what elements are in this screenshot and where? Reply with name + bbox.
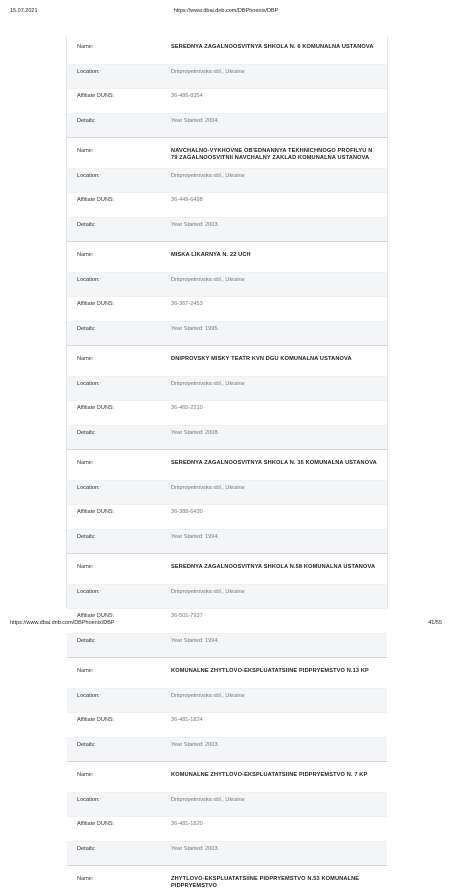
- name-row: [67, 560, 387, 585]
- location-label: Location:: [77, 692, 100, 699]
- name-row: [67, 664, 387, 689]
- name-label: Name:: [77, 772, 94, 778]
- duns-label: Affiliate DUNS:: [77, 301, 115, 307]
- affiliate-record: [67, 36, 387, 138]
- affiliate-details: Year Started: 2003.: [171, 741, 219, 748]
- name-label: Name:: [77, 356, 94, 362]
- affiliate-details: Year Started: 2003.: [171, 845, 219, 852]
- details-label: Details:: [77, 429, 96, 436]
- location-label: Location:: [77, 68, 100, 75]
- details-row: [67, 114, 387, 138]
- print-footer: [10, 620, 442, 630]
- duns-row: [67, 89, 387, 114]
- duns-label: Affiliate DUNS:: [77, 509, 115, 515]
- location-label: Location:: [77, 484, 100, 491]
- location-row: [67, 793, 387, 818]
- affiliate-duns: 36-501-7937: [171, 613, 203, 619]
- name-row: [67, 872, 387, 896]
- details-row: [67, 738, 387, 762]
- print-date: 15.07.2021: [10, 8, 38, 14]
- affiliate-location: Dnipropetrovska obl., Ukraine: [171, 692, 245, 699]
- name-row: [67, 40, 387, 65]
- duns-row: [67, 505, 387, 530]
- duns-label: Affiliate DUNS:: [77, 613, 115, 619]
- affiliate-location: Dnipropetrovska obl., Ukraine: [171, 484, 245, 491]
- affiliate-record-partial: [67, 866, 387, 896]
- duns-row: [67, 297, 387, 322]
- affiliate-record: [67, 346, 387, 450]
- name-label: Name:: [77, 44, 94, 50]
- affiliate-details: Year Started: 1994.: [171, 533, 219, 540]
- affiliate-record: [67, 138, 387, 242]
- duns-label: Affiliate DUNS:: [77, 717, 115, 723]
- affiliate-record: [67, 242, 387, 346]
- location-label: Location:: [77, 172, 100, 179]
- affiliate-location: Dnipropetrovska obl., Ukraine: [171, 588, 245, 595]
- location-row: [67, 481, 387, 506]
- affiliate-location: Dnipropetrovska obl., Ukraine: [171, 796, 245, 803]
- affiliate-name: SEREDNYA ZAGALNOOSVITNYA SHKOLA N.58 KOMUNALNA USTANOVA: [171, 564, 376, 570]
- duns-label: Affiliate DUNS:: [77, 93, 115, 99]
- duns-row: [67, 817, 387, 842]
- affiliate-record: [67, 762, 387, 866]
- location-row: [67, 377, 387, 402]
- affiliate-details: Year Started: 1995.: [171, 325, 219, 332]
- details-label: Details:: [77, 741, 96, 748]
- location-row: [67, 585, 387, 610]
- name-row: [67, 352, 387, 377]
- footer-url: https://www.dbai.dnb.com/DBPhoenix/DBP: [10, 620, 115, 626]
- name-label: Name:: [77, 252, 94, 258]
- details-row: [67, 530, 387, 554]
- location-row: [67, 689, 387, 714]
- details-row: [67, 634, 387, 658]
- affiliate-location: Dnipropetrovska obl., Ukraine: [171, 380, 245, 387]
- affiliate-location: Dnipropetrovska obl., Ukraine: [171, 172, 245, 179]
- affiliate-details: Year Started: 1994.: [171, 637, 219, 644]
- details-label: Details:: [77, 325, 96, 332]
- details-row: [67, 218, 387, 242]
- location-label: Location:: [77, 588, 100, 595]
- affiliate-duns: 36-481-1820: [171, 821, 203, 827]
- location-row: [67, 65, 387, 90]
- name-label: Name:: [77, 148, 94, 154]
- affiliate-record: [67, 450, 387, 554]
- location-label: Location:: [77, 796, 100, 803]
- affiliate-name: KOMUNALNE ZHYTLOVO-EKSPLUATATSIINE PIDPRYEMSTVO N. 7 KP: [171, 772, 368, 778]
- affiliate-location: Dnipropetrovska obl., Ukraine: [171, 68, 245, 75]
- name-row: [67, 248, 387, 273]
- affiliate-record: [67, 658, 387, 762]
- affiliate-location: Dnipropetrovska obl., Ukraine: [171, 276, 245, 283]
- location-row: [67, 273, 387, 298]
- affiliate-duns: 36-481-1824: [171, 717, 203, 723]
- name-row: [67, 456, 387, 481]
- duns-label: Affiliate DUNS:: [77, 821, 115, 827]
- affiliate-name: NAVCHALNO-VYKHOVNE OB'EDNANNYA TEKHNICHNOGO PROFILYU N 79 ZAGALNOOSVITNII NAVCHALNY ZAKLAD KOMUNALNA USTANOVA: [171, 148, 373, 161]
- details-row: [67, 426, 387, 450]
- location-label: Location:: [77, 276, 100, 283]
- affiliate-name: KOMUNALNE ZHYTLOVO-EKSPLUATATSIINE PIDPRYEMSTVO N.13 KP: [171, 668, 369, 674]
- duns-row: [67, 713, 387, 738]
- duns-label: Affiliate DUNS:: [77, 405, 115, 411]
- name-row: [67, 144, 387, 169]
- affiliate-details: Year Started: 2003.: [171, 221, 219, 228]
- affiliate-record: [67, 554, 387, 658]
- name-label: Name:: [77, 876, 94, 882]
- details-row: [67, 322, 387, 346]
- affiliate-name: ZHYTLOVO-EKSPLUATATSIINE PIDPRYEMSTVO N.53 KOMUNALNE PIDPRYEMSTVO: [171, 876, 360, 889]
- details-row: [67, 842, 387, 866]
- name-label: Name:: [77, 668, 94, 674]
- location-label: Location:: [77, 380, 100, 387]
- affiliate-name: SEREDNYA ZAGALNOOSVITNYA SHKOLA N. 6 KOMUNALNA USTANOVA: [171, 44, 374, 50]
- details-label: Details:: [77, 221, 96, 228]
- duns-row: [67, 193, 387, 218]
- location-row: [67, 169, 387, 194]
- details-label: Details:: [77, 533, 96, 540]
- affiliate-duns: 36-388-6430: [171, 509, 203, 515]
- affiliate-duns: 36-465-2210: [171, 405, 203, 411]
- name-label: Name:: [77, 564, 94, 570]
- details-label: Details:: [77, 845, 96, 852]
- affiliate-name: MISKA LIKARNYA N. 22 UCH: [171, 252, 251, 258]
- affiliate-name: DNIPROVSKY MISKY TEATR KVN DGU KOMUNALNA USTANOVA: [171, 356, 352, 362]
- affiliate-duns: 36-449-6498: [171, 197, 203, 203]
- duns-label: Affiliate DUNS:: [77, 197, 115, 203]
- name-row: [67, 768, 387, 793]
- details-label: Details:: [77, 637, 96, 644]
- details-label: Details:: [77, 117, 96, 124]
- page-number: 41/55: [428, 620, 442, 626]
- print-header: [10, 8, 442, 18]
- affiliate-duns: 36-367-2453: [171, 301, 203, 307]
- affiliate-duns: 36-486-8354: [171, 93, 203, 99]
- affiliate-details: Year Started: 2008.: [171, 429, 219, 436]
- affiliates-list: [66, 36, 388, 889]
- duns-row: [67, 401, 387, 426]
- print-url: https://www.dbai.dnb.com/DBPhoenix/DBP: [173, 8, 279, 14]
- affiliate-details: Year Started: 2004.: [171, 117, 219, 124]
- name-label: Name:: [77, 460, 94, 466]
- affiliate-name: SEREDNYA ZAGALNOOSVITNYA SHKOLA N. 35 KOMUNALNA USTANOVA: [171, 460, 377, 466]
